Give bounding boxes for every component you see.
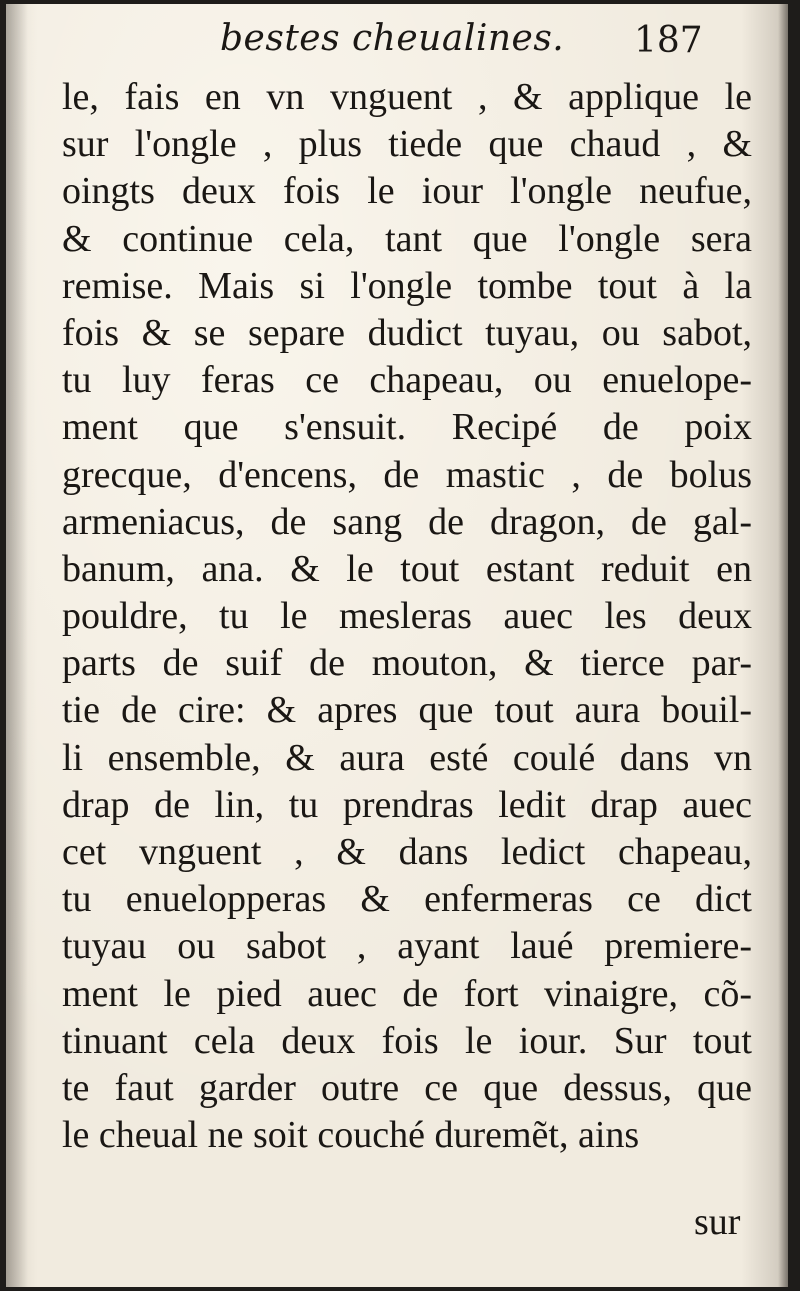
catchword: sur	[694, 1201, 741, 1243]
text-line: tie de cire: & apres que tout aura bouil-	[62, 689, 752, 732]
text-line: armeniacus, de sang de dragon, de gal-	[62, 500, 752, 543]
text-line: banum, ana. & le tout estant reduit en	[62, 547, 752, 590]
text-line: fois & se separe dudict tuyau, ou sabot,	[62, 311, 752, 354]
gutter-shadow	[6, 4, 28, 1287]
text-line: pouldre, tu le mesleras auec les deux	[62, 595, 752, 638]
text-line: sur l'ongle , plus tiede que chaud , &	[62, 123, 752, 166]
text-line: remise. Mais si l'ongle tombe tout à la	[62, 264, 752, 307]
text-line: parts de suif de mouton, & tierce par-	[62, 642, 752, 685]
text-line: drap de lin, tu prendras ledit drap auec	[62, 783, 752, 826]
text-line: li ensemble, & aura esté coulé dans vn	[62, 736, 752, 779]
body-text	[62, 74, 752, 1159]
book-page	[6, 4, 788, 1287]
text-line: tu luy feras ce chapeau, ou enuelope-	[62, 359, 752, 402]
running-title: bestes cheualines.	[220, 18, 565, 59]
text-line: tu enuelopperas & enfermeras ce dict	[62, 878, 752, 921]
text-line: grecque, d'encens, de mastic , de bolus	[62, 453, 752, 496]
text-line: cet vnguent , & dans ledict chapeau,	[62, 831, 752, 873]
page-edge-shadow	[778, 4, 788, 1287]
text-line: le, fais en vn vnguent , & applique le	[62, 76, 752, 118]
text-line: & continue cela, tant que l'ongle sera	[62, 217, 752, 260]
text-line: tinuant cela deux fois le iour. Sur tout	[62, 1019, 752, 1062]
text-line: le cheual ne soit couché duremẽt, ains	[62, 1114, 640, 1157]
page-number: 187	[634, 20, 703, 61]
text-line: ment que s'ensuit. Recipé de poix	[62, 406, 752, 449]
text-line: oingts deux fois le iour l'ongle neufue,	[62, 170, 752, 213]
text-line: te faut garder outre ce que dessus, que	[62, 1066, 752, 1109]
page-header	[6, 18, 788, 78]
text-line: ment le pied auec de fort vinaigre, cõ-	[62, 972, 752, 1015]
text-line: tuyau ou sabot , ayant laué premiere-	[62, 925, 752, 968]
